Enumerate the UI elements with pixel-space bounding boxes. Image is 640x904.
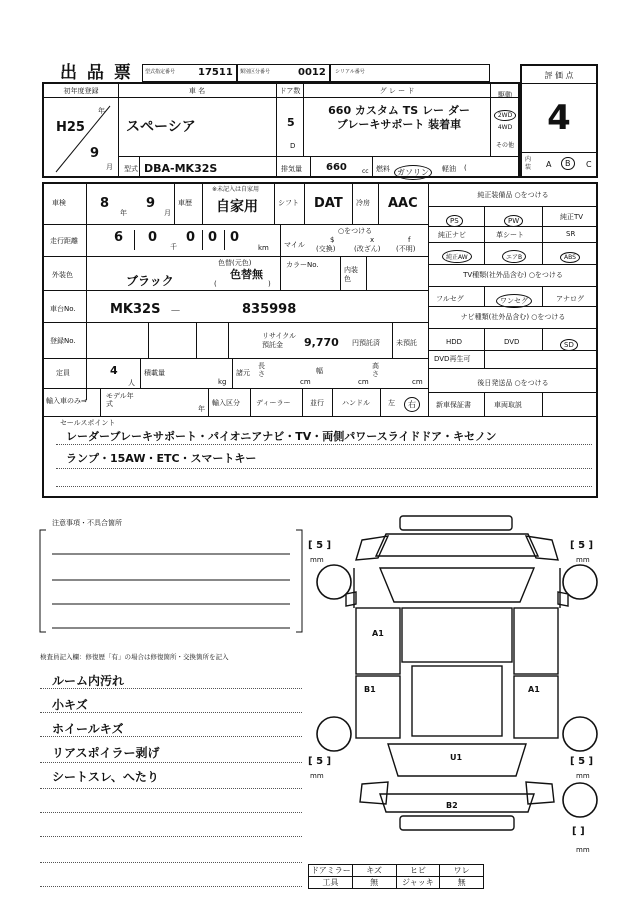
drive-label: 駆動 bbox=[498, 91, 512, 99]
load-label: 積載量 bbox=[144, 369, 165, 377]
thousand-unit: 千 bbox=[170, 243, 177, 251]
legend-jack: ジャッキ bbox=[396, 877, 440, 889]
mark-a1-side: A1 bbox=[528, 685, 540, 694]
recolor-paren-close: ) bbox=[268, 280, 271, 288]
equip-abs: ABS bbox=[560, 244, 580, 263]
mark-u1: U1 bbox=[450, 753, 463, 762]
mileage-digit: 0 bbox=[148, 230, 158, 245]
vehicle-box bbox=[42, 82, 520, 178]
tire-fl: [ 5 ] bbox=[308, 540, 332, 551]
color-label: 外装色 bbox=[52, 271, 73, 279]
equip-ps: PS bbox=[446, 208, 463, 227]
legend-scratch: キズ bbox=[352, 865, 396, 877]
recolor-label: 色替(元色) bbox=[218, 259, 252, 267]
equip-airbag: エアB bbox=[502, 244, 526, 263]
legend-crack: ヒビ bbox=[396, 865, 440, 877]
fuel-paren: ( bbox=[464, 164, 467, 172]
notes-label: 注意事項・不具合箇所 bbox=[52, 519, 122, 527]
grade-label: グ レ ー ド bbox=[379, 87, 415, 95]
capacity-unit: 人 bbox=[128, 379, 135, 387]
odo-note: ○をつける bbox=[338, 227, 373, 235]
page-title: 出 品 票 bbox=[60, 63, 133, 83]
chassis-label: 車台No. bbox=[50, 305, 76, 313]
car-name-value: スペーシア bbox=[126, 119, 196, 135]
model-year-unit: 年 bbox=[198, 405, 205, 413]
tv-analog: アナログ bbox=[556, 295, 584, 303]
mileage-digit: 0 bbox=[186, 230, 196, 245]
capacity-value: 4 bbox=[110, 364, 118, 377]
mile-label: マイル bbox=[284, 241, 305, 249]
width-label: 幅 bbox=[316, 367, 323, 375]
inspect-year-unit: 年 bbox=[120, 209, 127, 217]
legend-door-mirror: ドアミラー bbox=[309, 865, 353, 877]
score-label: 評 価 点 bbox=[544, 71, 574, 80]
model-cert-value: 17511 bbox=[198, 67, 233, 78]
equip-navi: 純正ナビ bbox=[438, 231, 466, 239]
fuel-value: ガソリン bbox=[394, 160, 432, 180]
tire-fr: [ 5 ] bbox=[570, 540, 594, 551]
legend-jack-value: 無 bbox=[440, 877, 484, 889]
diesel-label: 軽油 bbox=[442, 165, 456, 173]
legend-tools: 工具 bbox=[309, 877, 353, 889]
mark-b2: B2 bbox=[446, 801, 458, 810]
model-cert-box bbox=[142, 64, 237, 82]
tire-spare-unit: mm bbox=[576, 846, 590, 854]
interior-c: C bbox=[586, 160, 592, 169]
equip-tv: 純正TV bbox=[560, 213, 584, 221]
height-unit: cm bbox=[412, 378, 423, 386]
model-cert-label: 型式指定番号 bbox=[145, 69, 176, 75]
recycle-unit: 円預託済 bbox=[352, 339, 380, 347]
km-unit: km bbox=[258, 244, 269, 252]
odo-f: f bbox=[408, 236, 411, 244]
recycle-not: 未預託 bbox=[396, 339, 417, 347]
history-note: ※未記入は自家用 bbox=[212, 186, 260, 193]
model-value: DBA-MK32S bbox=[144, 162, 218, 175]
interior-a: A bbox=[546, 160, 552, 169]
note-item: ルーム内汚れ bbox=[52, 674, 125, 688]
parallel-label: 並行 bbox=[310, 399, 324, 407]
odo-tampered: (改ざん) bbox=[354, 245, 381, 253]
mileage-digit: 0 bbox=[208, 230, 218, 245]
mark-b1: B1 bbox=[364, 685, 376, 694]
tire-fr-unit: mm bbox=[576, 556, 590, 564]
note-item: 小キズ bbox=[52, 698, 88, 712]
month-unit: 月 bbox=[106, 163, 113, 171]
import-label: 輸入車のみ⇒ bbox=[46, 397, 87, 405]
ship-warranty: 新車保証書 bbox=[436, 401, 471, 409]
dealer-label: ディーラー bbox=[256, 399, 291, 407]
import-class-label: 輸入区分 bbox=[212, 399, 240, 407]
class-value: 0012 bbox=[298, 67, 326, 78]
tv-full-seg: フルセグ bbox=[436, 295, 464, 303]
ac-value: AAC bbox=[388, 196, 418, 211]
notes-bracket bbox=[38, 528, 308, 636]
odo-unknown: (不明) bbox=[396, 245, 416, 253]
reg-label: 登録No. bbox=[50, 337, 76, 345]
recycle-value: 9,770 bbox=[304, 336, 339, 349]
drive-2wd: 2WD bbox=[494, 110, 516, 121]
navi-kind-title: ナビ種類(社外品含む) ○をつける bbox=[460, 313, 566, 321]
ac-label: 冷房 bbox=[356, 199, 370, 207]
load-unit: kg bbox=[218, 378, 227, 386]
tire-rr-unit: mm bbox=[576, 772, 590, 780]
recycle-label: リサイクル預託金 bbox=[262, 332, 297, 349]
score-box bbox=[520, 64, 598, 178]
name-label: 車 名 bbox=[188, 87, 206, 95]
odo-x: x bbox=[370, 236, 375, 244]
first-reg-era: H25 bbox=[56, 120, 85, 135]
model-year-label: モデル年式 bbox=[106, 392, 134, 408]
drive-other: その他 bbox=[495, 142, 514, 149]
shift-value: DAT bbox=[314, 196, 343, 211]
ship-manual: 車両取説 bbox=[494, 401, 522, 409]
tire-fl-unit: mm bbox=[310, 556, 324, 564]
capacity-label: 定員 bbox=[56, 369, 70, 377]
dim-label: 諸元 bbox=[236, 369, 250, 377]
legend-break: ワレ bbox=[440, 865, 484, 877]
len-unit: cm bbox=[300, 378, 311, 386]
tire-rr: [ 5 ] bbox=[570, 756, 594, 767]
note-item: リアスポイラー剥げ bbox=[52, 746, 160, 760]
legend-table bbox=[308, 864, 484, 889]
first-reg-label: 初年度登録 bbox=[63, 87, 99, 95]
tire-rl: [ 5 ] bbox=[308, 756, 332, 767]
tire-rl-unit: mm bbox=[310, 772, 324, 780]
model-label: 型式 bbox=[124, 165, 138, 173]
first-reg-month: 9 bbox=[90, 146, 100, 161]
inspect-label: 車検 bbox=[52, 199, 66, 207]
ship-title: 後日発送品 ○をつける bbox=[477, 379, 549, 387]
color-no-label: カラーNo. bbox=[286, 261, 319, 269]
color-value: ブラック bbox=[126, 274, 174, 288]
car-diagram bbox=[316, 512, 598, 842]
equip-aw: 純正AW bbox=[442, 244, 472, 263]
mileage-digit: 0 bbox=[230, 230, 240, 245]
dvd-play: DVD再生可 bbox=[434, 355, 471, 363]
sales-point-line2: ランプ・15AW・ETC・スマートキー bbox=[66, 452, 257, 465]
mark-a1-front: A1 bbox=[372, 629, 384, 638]
equip-leather: 革シート bbox=[496, 231, 524, 239]
cc-unit: cc bbox=[362, 168, 369, 175]
navi-hdd: HDD bbox=[446, 338, 463, 346]
history-label: 車歴 bbox=[178, 199, 192, 207]
tv-kind-title: TV種類(社外品含む) ○をつける bbox=[463, 271, 563, 279]
cc-value: 660 bbox=[326, 162, 347, 173]
odo-exchange: (交換) bbox=[316, 245, 336, 253]
class-label: 類別区分番号 bbox=[240, 69, 271, 75]
len-label: 長さ bbox=[258, 362, 265, 378]
genuine-title: 純正装備品 ○をつける bbox=[477, 191, 549, 199]
interior-color-label: 内装色 bbox=[344, 266, 358, 283]
odo-s: $ bbox=[330, 236, 335, 244]
interior-label: 内装 bbox=[525, 156, 532, 171]
navi-dvd: DVD bbox=[504, 338, 520, 346]
interior-b: B bbox=[561, 157, 575, 170]
score-value: 4 bbox=[547, 98, 571, 138]
sales-point-label: セールスポイント bbox=[60, 419, 116, 427]
serial-label: シリアル番号 bbox=[335, 69, 365, 75]
height-label: 高さ bbox=[372, 362, 379, 378]
recolor-value: 色替無 bbox=[230, 268, 263, 281]
handle-label: ハンドル bbox=[342, 399, 370, 407]
shift-label: シフト bbox=[278, 199, 299, 207]
handle-right: 右 bbox=[404, 392, 420, 412]
drive-4wd: 4WD bbox=[497, 124, 513, 131]
year-unit: 年 bbox=[98, 107, 105, 115]
inspect-year: 8 bbox=[100, 196, 110, 211]
inspect-month-unit: 月 bbox=[164, 209, 171, 217]
mileage-label: 走行距離 bbox=[50, 237, 78, 245]
navi-sd: SD bbox=[560, 332, 578, 351]
grade-value: 660 カスタム TS レー ダーブレーキサポート 装着車 bbox=[328, 104, 470, 131]
chassis-number: 835998 bbox=[242, 302, 297, 317]
chassis-prefix: MK32S bbox=[110, 302, 161, 317]
mileage-digit: 6 bbox=[114, 230, 124, 245]
recolor-paren-open: ( bbox=[214, 280, 217, 288]
tire-spare: [ ] bbox=[572, 826, 585, 837]
doors-label: ドア数 bbox=[279, 87, 301, 95]
sales-point-line1: レーダーブレーキサポート・パイオニアナビ・TV・両側パワースライドドア・キセノン bbox=[66, 430, 497, 443]
handle-left: 左 bbox=[388, 399, 395, 407]
history-value: 自家用 bbox=[216, 199, 258, 215]
cc-label: 排気量 bbox=[281, 165, 302, 173]
fuel-label: 燃料 bbox=[376, 165, 390, 173]
note-item: シートスレ、へたり bbox=[52, 770, 159, 784]
class-box bbox=[237, 64, 330, 82]
tv-one-seg: ワンセグ bbox=[496, 288, 532, 308]
chassis-dash: － bbox=[170, 304, 181, 317]
doors-value: 5 bbox=[287, 116, 295, 129]
doors-unit: D bbox=[290, 142, 296, 150]
serial-box bbox=[330, 64, 490, 82]
inspect-month: 9 bbox=[146, 196, 156, 211]
inspector-label: 検査員記入欄：修復歴「有」の場合は修復箇所・交換箇所を記入 bbox=[40, 653, 229, 661]
equip-sr: SR bbox=[566, 230, 576, 238]
note-item: ホイールキズ bbox=[52, 722, 124, 736]
width-unit: cm bbox=[358, 378, 369, 386]
legend-tools-value: 無 bbox=[352, 877, 396, 889]
equip-pw: PW bbox=[504, 208, 523, 227]
